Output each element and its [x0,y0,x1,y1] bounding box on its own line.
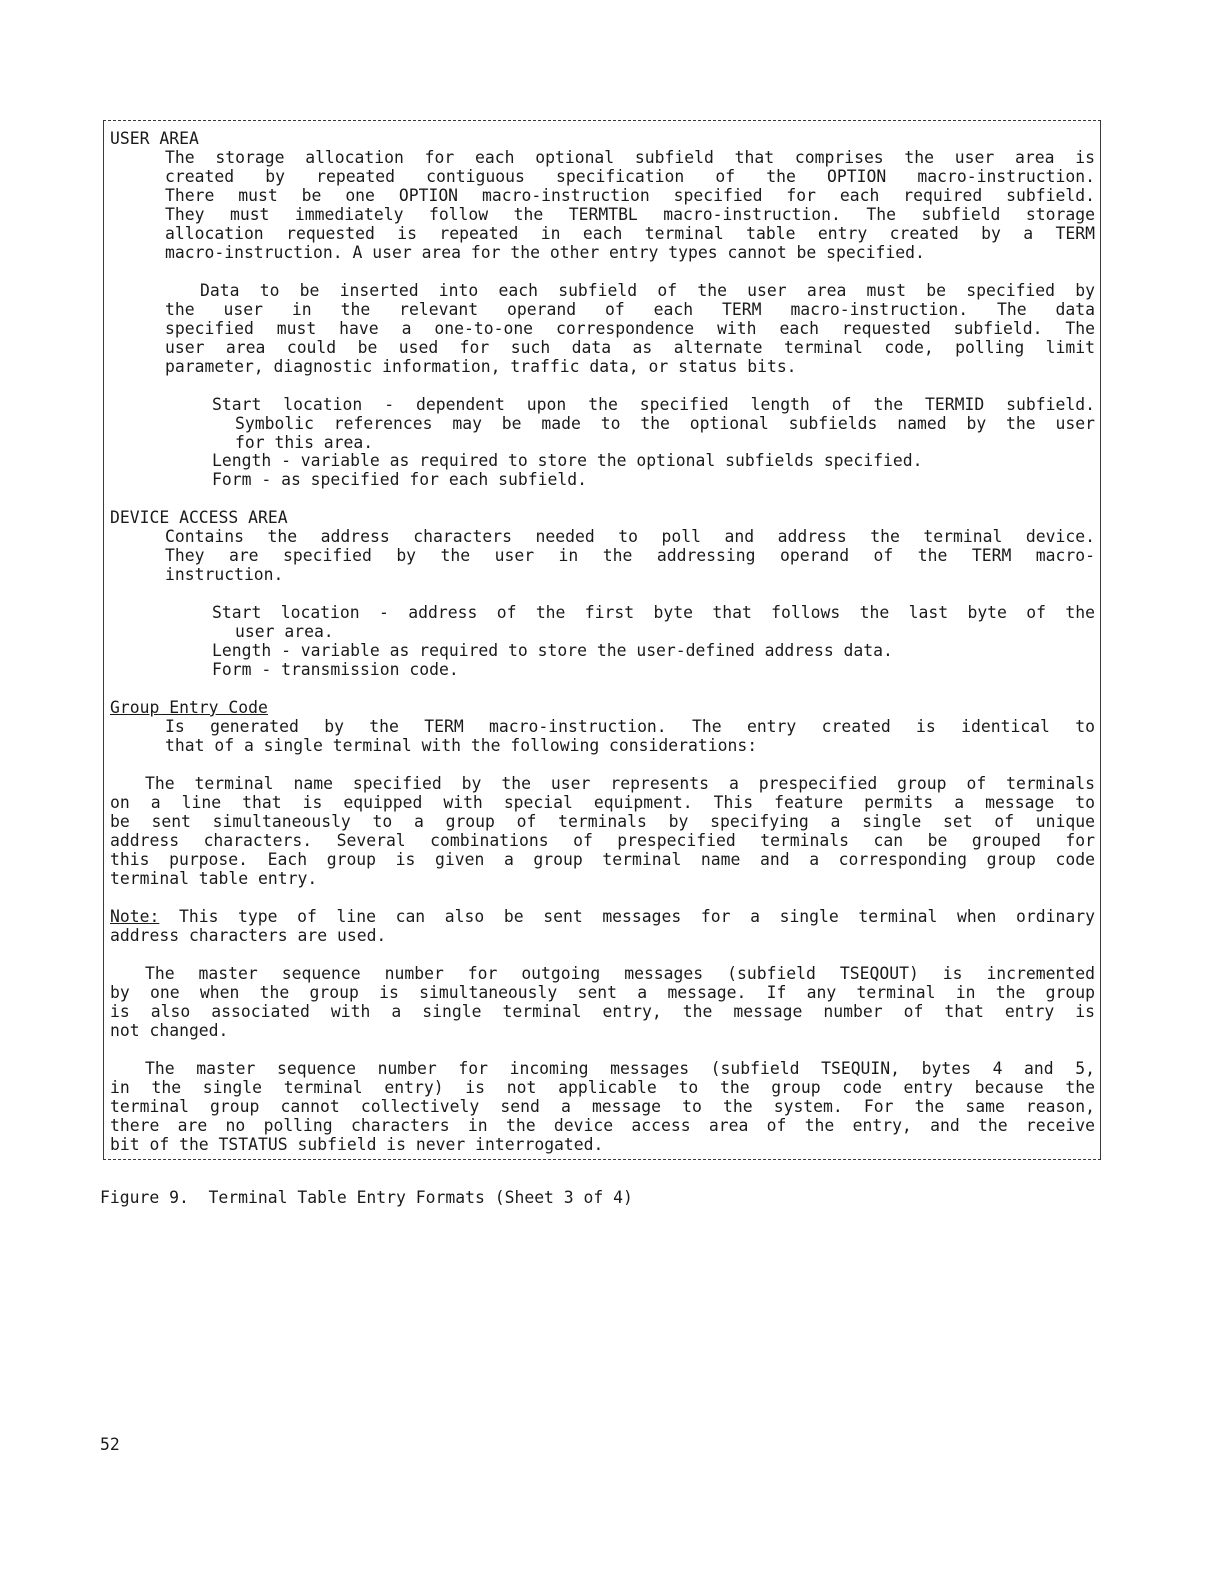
user-area-start-location-line-3: for this area. [235,433,374,452]
user-area-p1-line-3: There must be one OPTION macro-instruction specified for each required subfield. [165,186,1095,205]
device-access-p1-line-3: instruction. [165,565,284,584]
user-area-p2-line-2: the user in the relevant operand of each TERM macro-instruction. The data [165,300,1095,319]
group-entry-p4-line-1: The master sequence number for incoming messages (subfield TSEQUIN, bytes 4 and 5, [145,1059,1095,1078]
user-area-p2-line-1: Data to be inserted into each subfield of the user area must be specified by [200,281,1095,300]
user-area-p1-line-1: The storage allocation for each optional subfield that comprises the user area is [165,148,1095,167]
group-entry-p2-line-2: on a line that is equipped with special equipment. This feature permits a message to [110,793,1095,812]
group-entry-p4-line-4: there are no polling characters in the device access area of the entry, and the receive [110,1116,1095,1135]
figure-caption: Figure 9. Terminal Table Entry Formats (Sheet 3 of 4) [100,1188,633,1207]
user-area-start-location-line-2: Symbolic references may be made to the optional subfields named by the user [235,414,1095,433]
user-area-p1-line-6: macro-instruction. A user area for the other entry types cannot be specified. [165,243,925,262]
note-label: Note: [110,907,160,926]
page-number: 52 [100,1435,120,1454]
user-area-p2-line-3: specified must have a one-to-one correspondence with each requested subfield. The [165,319,1095,338]
group-entry-p1-line-1: Is generated by the TERM macro-instruction. The entry created is identical to [165,717,1095,736]
group-entry-p3-line-1: The master sequence number for outgoing messages (subfield TSEQOUT) is incremented [145,964,1095,983]
user-area-length: Length - variable as required to store the optional subfields specified. [212,451,923,470]
note-text-line-1: This type of line can also be sent messages for a single terminal when ordinary [159,907,1095,926]
user-area-p1-line-5: allocation requested is repeated in each terminal table entry created by a TERM [165,224,1095,243]
group-entry-p3-line-4: not changed. [110,1021,229,1040]
user-area-p1-line-2: created by repeated contiguous specification of the OPTION macro-instruction. [165,167,1095,186]
device-access-start-location-line-1: Start location - address of the first byte that follows the last byte of the [212,603,1095,622]
user-area-p2-line-4: user area could be used for such data as alternate terminal code, polling limit [165,338,1095,357]
user-area-start-location-line-1: Start location - dependent upon the specified length of the TERMID subfield. [212,395,1095,414]
group-entry-p2-line-5: this purpose. Each group is given a group terminal name and a corresponding group code [110,850,1095,869]
group-entry-p3-line-3: is also associated with a single terminal entry, the message number of that entry is [110,1002,1095,1021]
section-heading-user-area: USER AREA [110,129,199,148]
group-entry-p4-line-2: in the single terminal entry) is not applicable to the group code entry because the [110,1078,1095,1097]
section-heading-device-access-area: DEVICE ACCESS AREA [110,508,288,527]
group-entry-p4-line-3: terminal group cannot collectively send a message to the system. For the same reason, [110,1097,1095,1116]
user-area-p2-line-5: parameter, diagnostic information, traffic data, or status bits. [165,357,797,376]
group-entry-p2-line-6: terminal table entry. [110,869,318,888]
device-access-p1-line-2: They are specified by the user in the addressing operand of the TERM macro- [165,546,1095,565]
group-entry-p3-line-2: by one when the group is simultaneously sent a message. If any terminal in the group [110,983,1095,1002]
device-access-start-location-line-2: user area. [235,622,334,641]
group-entry-p4-line-5: bit of the TSTATUS subfield is never interrogated. [110,1135,604,1154]
user-area-form: Form - as specified for each subfield. [212,470,587,489]
device-access-length: Length - variable as required to store the user-defined address data. [212,641,893,660]
group-entry-p1-line-2: that of a single terminal with the following considerations: [165,736,758,755]
group-entry-p2-line-4: address characters. Several combinations of prespecified terminals can be grouped for [110,831,1095,850]
group-entry-p2-line-3: be sent simultaneously to a group of terminals by specifying a single set of unique [110,812,1095,831]
section-heading-group-entry-code: Group Entry Code [110,698,268,717]
device-access-p1-line-1: Contains the address characters needed to poll and address the terminal device. [165,527,1095,546]
group-entry-note-line-2: address characters are used. [110,926,387,945]
device-access-form: Form - transmission code. [212,660,459,679]
user-area-p1-line-4: They must immediately follow the TERMTBL macro-instruction. The subfield storage [165,205,1095,224]
group-entry-note-line-1 [110,907,1095,926]
group-entry-p2-line-1: The terminal name specified by the user represents a prespecified group of terminals [145,774,1095,793]
